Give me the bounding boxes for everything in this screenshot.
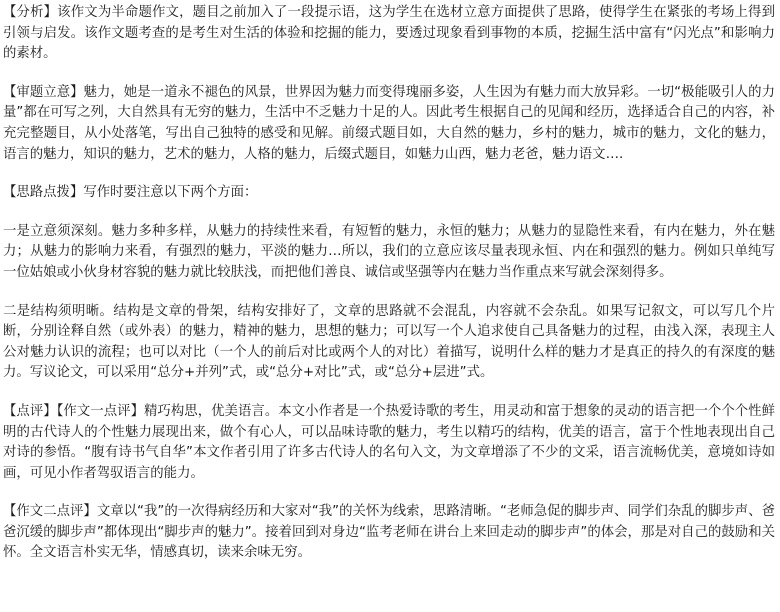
analysis-paragraph: 【分析】该作文为半命题作文，题目之前加入了一段提示语，这为学生在选材立意方面提供了思路，使得学生在紧张的考场上得到引领与启发。该作文题考查的是考生对生活的体验和挖掘的能力，要透过现象看到事物的本质，挖掘生活中富有“闪光点”和影响力的素材。 xyxy=(3,5,775,62)
comment-two-paragraph: 【作文二点评】文章以“我”的一次得病经历和大家对“我”的关怀为线索，思路清晰。“老师急促的脚步声、同学们杂乱的脚步声、爸爸沉缓的脚步声”都体现出“脚步声的魅力”。接着回到对身边“监考老师在讲台上来回走动的脚步声”的体会，那是对自己的鼓励和关怀。全文语言朴实无华，情感真切，读来余味无穷。 xyxy=(3,504,775,561)
point-two-paragraph: 二是结构须明晰。结构是文章的骨架，结构安排好了，文章的思路就不会混乱，内容就不会杂乱。如果写记叙文，可以写几个片断，分别诠释自然（或外表）的魅力，精神的魅力，思想的魅力；可以写一个人追求使自己具备魅力的过程，由浅入深，表现主人公对魅力认识的流程；也可以对比（一个人的前后对比或两个人的对比）着描写，说明什么样的魅力才是真正的持久的有深度的魅力。写议论文，可以采用“总分+并列”式，或“总分+对比”式，或“总分+层进”式。 xyxy=(3,303,775,381)
point-one-paragraph: 一是立意须深刻。魅力多种多样，从魅力的持续性来看，有短暂的魅力，永恒的魅力；从魅力的显隐性来看，有内在魅力，外在魅力；从魅力的影响力来看，有强烈的魅力，平淡的魅力…所以，我们的立意应该尽量表现永恒、内在和强烈的魅力。例如只单纯写一位姑娘或小伙身材容貌的魅力就比较肤浅，而把他们善良、诚信或坚强等内在魅力当作重点来写就会深刻得多。 xyxy=(3,223,775,280)
document-body xyxy=(3,3,775,582)
comment-one-paragraph: 【点评】【作文一点评】精巧构思，优美语言。本文小作者是一个热爱诗歌的考生，用灵动和富于想象的灵动的语言把一个个个性鲜明的古代诗人的个性魅力展现出来，做个有心人，可以品味诗歌的魅力，考生以精巧的结构，优美的语言，富于个性地表现出自己对诗的参悟。“腹有诗书气自华”本文作者引用了许多古代诗人的名句入文，为文章增添了不少的文采，语言流畅优美，意境如诗如画，可见小作者驾驭语言的能力。 xyxy=(3,403,775,481)
approach-heading-paragraph: 【思路点拨】写作时要注意以下两个方面： xyxy=(3,185,258,201)
theme-paragraph: 【审题立意】魅力，她是一道永不褪色的风景，世界因为魅力而变得瑰丽多姿，人生因为有魅力而大放异彩。一切“极能吸引人的力量”都在可写之列，大自然具有无穷的魅力，生活中不乏魅力十足的人。因此考生根据自己的见闻和经历，选择适合自己的内容，补充完整题目，从小处落笔，写出自己独特的感受和见解。前缀式题目如，大自然的魅力，乡村的魅力，城市的魅力，文化的魅力，语言的魅力，知识的魅力，艺术的魅力，人格的魅力，后缀式题目，如魅力山西，魅力老爸，魅力语文…. xyxy=(3,84,775,162)
